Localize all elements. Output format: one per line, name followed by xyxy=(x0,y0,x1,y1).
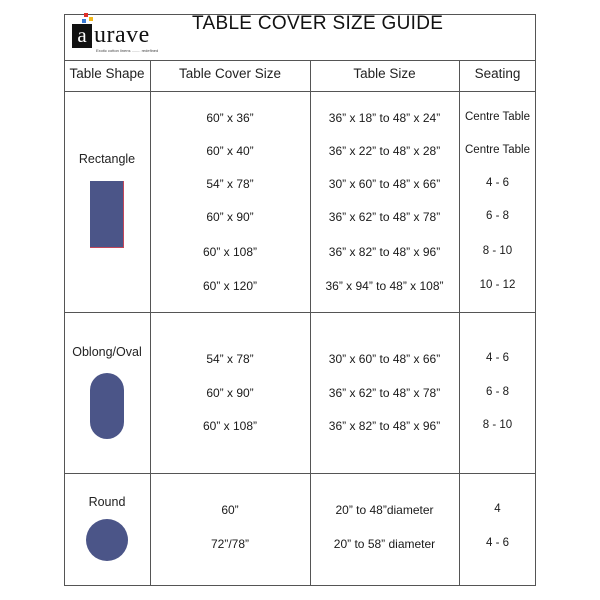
round-row-1-table: 20” to 48”diameter xyxy=(335,503,434,517)
column-header-table: Table Size xyxy=(353,66,416,81)
page-title: TABLE COVER SIZE GUIDE xyxy=(192,13,444,34)
logo-dot-red xyxy=(84,13,88,17)
oval-row-1-seating: 4 - 6 xyxy=(485,352,509,364)
oval-row-3-seating: 8 - 10 xyxy=(482,419,513,431)
rect-row-6-cover: 60” x 120” xyxy=(202,279,258,293)
oval-row-3-table: 36” x 82” to 48” x 96” xyxy=(328,419,441,433)
oval-row-2-table: 36” x 62” to 48” x 78” xyxy=(328,386,441,400)
rect-row-2-cover: 60” x 40” xyxy=(206,144,254,158)
rect-row-3-seating: 4 - 6 xyxy=(485,177,509,189)
round-row-2-seating: 4 - 6 xyxy=(485,537,509,549)
column-header-cover: Table Cover Size xyxy=(178,66,282,81)
round-table-icon xyxy=(86,519,128,561)
rect-row-5-seating: 8 - 10 xyxy=(482,245,513,257)
rectangle-table-icon xyxy=(90,181,124,248)
oval-row-2-cover: 60” x 90” xyxy=(206,386,254,400)
oval-row-1-table: 30” x 60” to 48” x 66” xyxy=(328,352,441,366)
column-header-shape: Table Shape xyxy=(69,66,145,81)
rectangle-section-divider xyxy=(65,312,535,313)
column-header-divider xyxy=(65,91,535,92)
shape-label-oval: Oblong/Oval xyxy=(72,345,142,359)
round-row-2-table: 20” to 58” diameter xyxy=(333,537,436,551)
logo-wordmark: urave xyxy=(94,22,150,48)
rect-row-4-seating: 6 - 8 xyxy=(485,210,509,222)
rect-row-3-cover: 54” x 78” xyxy=(206,177,254,191)
rect-row-1-table: 36” x 18” to 48” x 24” xyxy=(328,111,441,125)
round-row-2-cover: 72”/78” xyxy=(210,537,250,551)
rect-row-4-cover: 60” x 90” xyxy=(206,210,254,224)
rect-row-3-table: 30” x 60” to 48” x 66” xyxy=(328,177,441,191)
rect-row-1-seating: Centre Table xyxy=(465,111,530,123)
round-row-1-seating: 4 xyxy=(494,503,501,515)
logo-initial: a xyxy=(72,24,92,48)
shape-label-round: Round xyxy=(88,495,126,509)
rect-row-1-cover: 60” x 36” xyxy=(206,111,254,125)
brand-logo xyxy=(70,11,178,51)
rect-row-5-table: 36” x 82” to 48” x 96” xyxy=(328,245,441,259)
header-divider xyxy=(65,60,535,61)
logo-dot-yellow xyxy=(89,17,93,21)
rect-row-2-seating: Centre Table xyxy=(465,144,530,156)
logo-tagline: Exotic cotton linens ........ redefined xyxy=(96,48,159,53)
column-header-seating: Seating xyxy=(474,66,521,81)
round-row-1-cover: 60” xyxy=(221,503,239,517)
rect-row-5-cover: 60” x 108” xyxy=(202,245,258,259)
oval-row-3-cover: 60” x 108” xyxy=(202,419,258,433)
rect-row-2-table: 36” x 22” to 48” x 28” xyxy=(328,144,441,158)
oval-section-divider xyxy=(65,473,535,474)
rect-row-4-table: 36” x 62” to 48” x 78” xyxy=(328,210,441,224)
rect-row-6-table: 36” x 94” to 48” x 108” xyxy=(325,279,444,293)
rect-row-6-seating: 10 - 12 xyxy=(479,279,516,291)
shape-label-rectangle: Rectangle xyxy=(78,152,136,166)
oval-row-2-seating: 6 - 8 xyxy=(485,386,509,398)
oval-row-1-cover: 54” x 78” xyxy=(206,352,254,366)
oval-table-icon xyxy=(90,373,124,439)
